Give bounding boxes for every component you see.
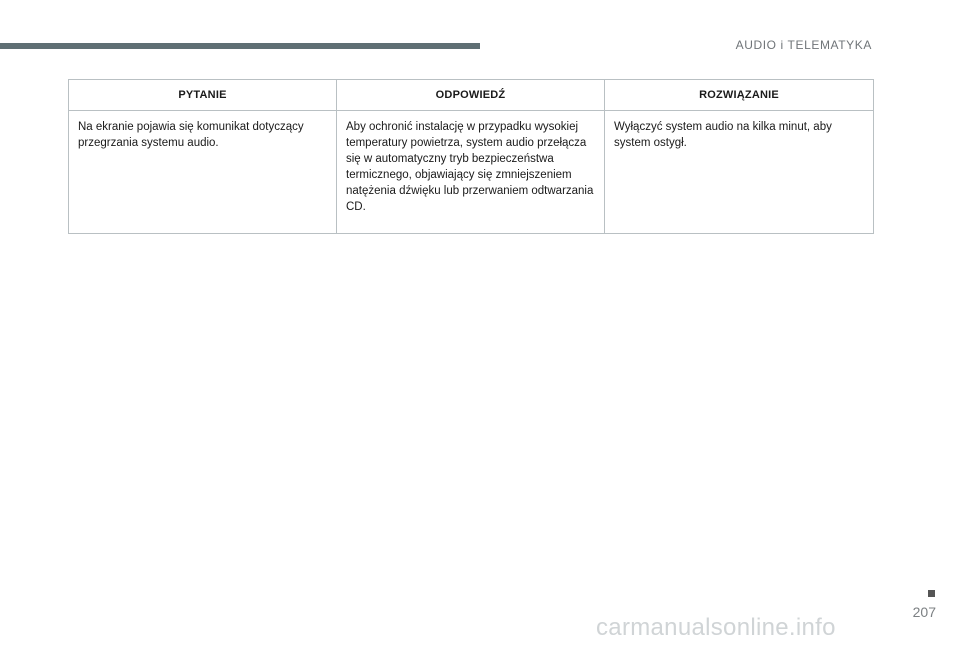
watermark: carmanualsonline.info: [596, 614, 836, 641]
column-header-answer: ODPOWIEDŹ: [337, 80, 605, 111]
page-marker: [928, 590, 935, 597]
table-row: [69, 111, 874, 234]
header-accent-bar: [0, 43, 480, 49]
column-header-question: PYTANIE: [69, 80, 337, 111]
cell-answer: Aby ochronić instalację w przypadku wysokiej temperatury powietrza, system audio przełącza się w automatyczny tryb bezpieczeństwa termicznego, objawiający się zmniejszeniem natężenia dźwięku lub przerwaniem odtwarzania CD.: [337, 111, 605, 234]
table-header-row: [69, 80, 874, 111]
cell-question: Na ekranie pojawia się komunikat dotyczący przegrzania systemu audio.: [69, 111, 337, 234]
troubleshooting-table: [68, 79, 874, 234]
section-title: AUDIO i TELEMATYKA: [735, 38, 872, 52]
column-header-solution: ROZWIĄZANIE: [605, 80, 874, 111]
page-number: 207: [912, 604, 936, 620]
cell-solution: Wyłączyć system audio na kilka minut, aby system ostygł.: [605, 111, 874, 234]
